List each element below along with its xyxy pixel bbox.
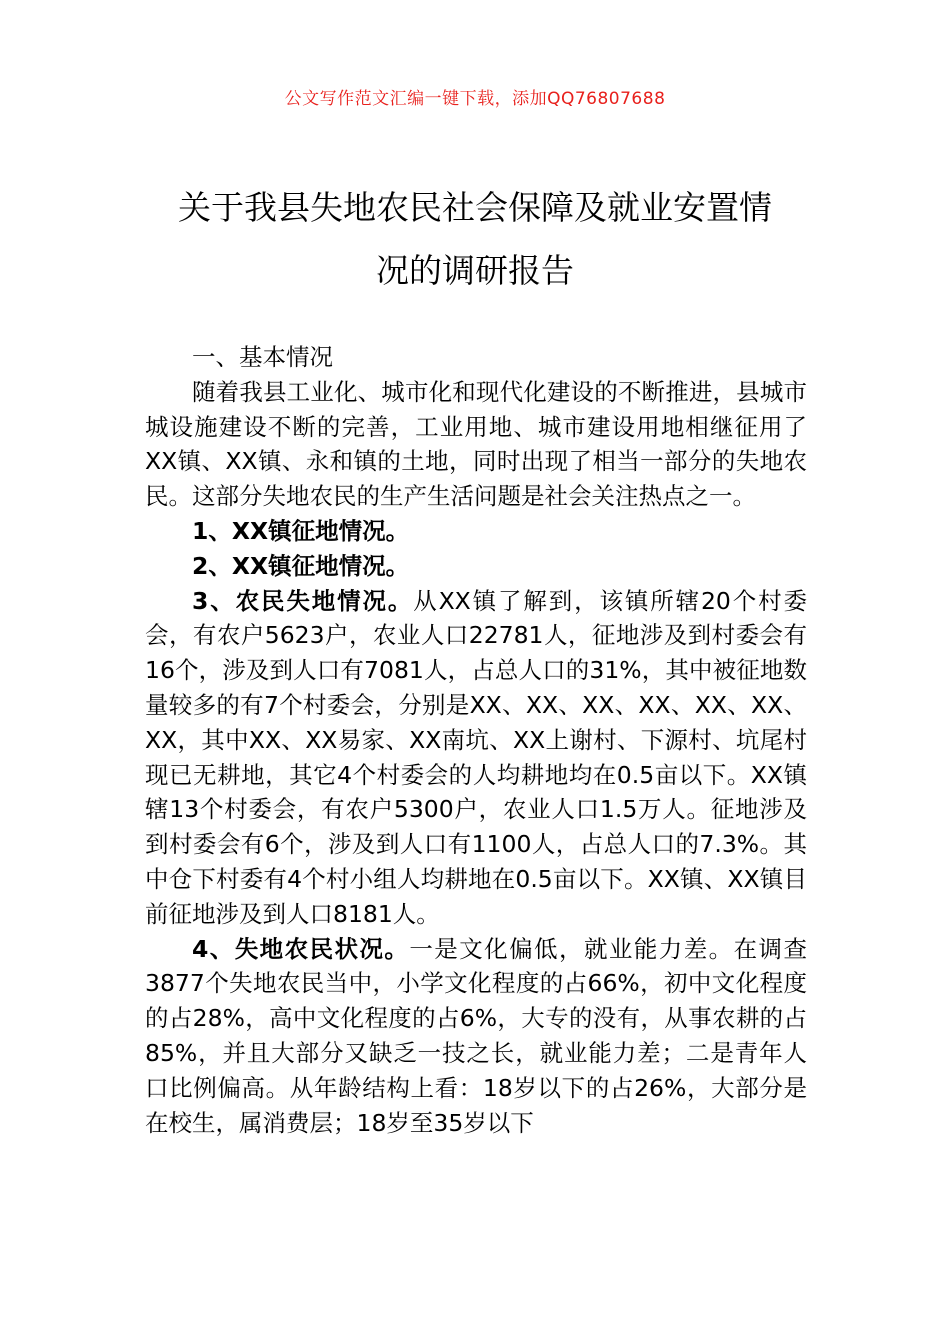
item-3-paragraph	[145, 584, 807, 932]
item-2-paragraph	[145, 549, 807, 584]
item-1-paragraph	[145, 514, 807, 549]
item-3-heading: 3、农民失地情况。	[192, 586, 414, 615]
section-heading-basic: 一、基本情况	[192, 343, 333, 371]
document-title	[140, 176, 810, 302]
item-4-body: 一是文化偏低，就业能力差。在调查3877个失地农民当中，小学文化程度的占66%，初中文化程度的占28%，高中文化程度的占6%，大专的没有，从事农耕的占85%，并且大部分又缺乏一技之长，就业能力差；二是青年人口比例偏高。从年龄结构上看：18岁以下的占26%，大部分是在校生，属消费层；18岁至35岁以下	[145, 934, 807, 1137]
item-4-heading: 4、失地农民状况。	[192, 934, 410, 963]
download-banner: 公文写作范文汇编一键下载，添加QQ76807688	[284, 89, 666, 109]
title-line-2: 况的调研报告	[376, 251, 574, 290]
document-body	[145, 340, 807, 1140]
intro-paragraph: 随着我县工业化、城市化和现代化建设的不断推进，县城市城设施建设不断的完善，工业用地、城市建设用地相继征用了XX镇、XX镇、永和镇的土地，同时出现了相当一部分的失地农民。这部分失地农民的生产生活问题是社会关注热点之一。	[145, 377, 807, 511]
item-1-heading: 1、XX镇征地情况。	[192, 516, 410, 545]
title-line-1: 关于我县失地农民社会保障及就业安置情	[178, 188, 772, 227]
item-4-paragraph	[145, 932, 807, 1141]
item-3-body: 从XX镇了解到，该镇所辖20个村委会，有农户5623户，农业人口22781人，征地涉及到村委会有16个，涉及到人口有7081人，占总人口的31%，其中被征地数量较多的有7个村委会，分别是XX、XX、XX、XX、XX、XX、XX，其中XX、XX易家、XX南坑、XX上谢村、下源村、坑尾村现已无耕地，其它4个村委会的人均耕地均在0.5亩以下。XX镇辖13个村委会，有农户5300户，农业人口1.5万人。征地涉及到村委会有6个，涉及到人口有1100人，占总人口的7.3%。其中仓下村委有4个村小组人均耕地在0.5亩以下。XX镇、XX镇目前征地涉及到人口8181人。	[145, 586, 807, 928]
item-2-heading: 2、XX镇征地情况。	[192, 551, 410, 580]
